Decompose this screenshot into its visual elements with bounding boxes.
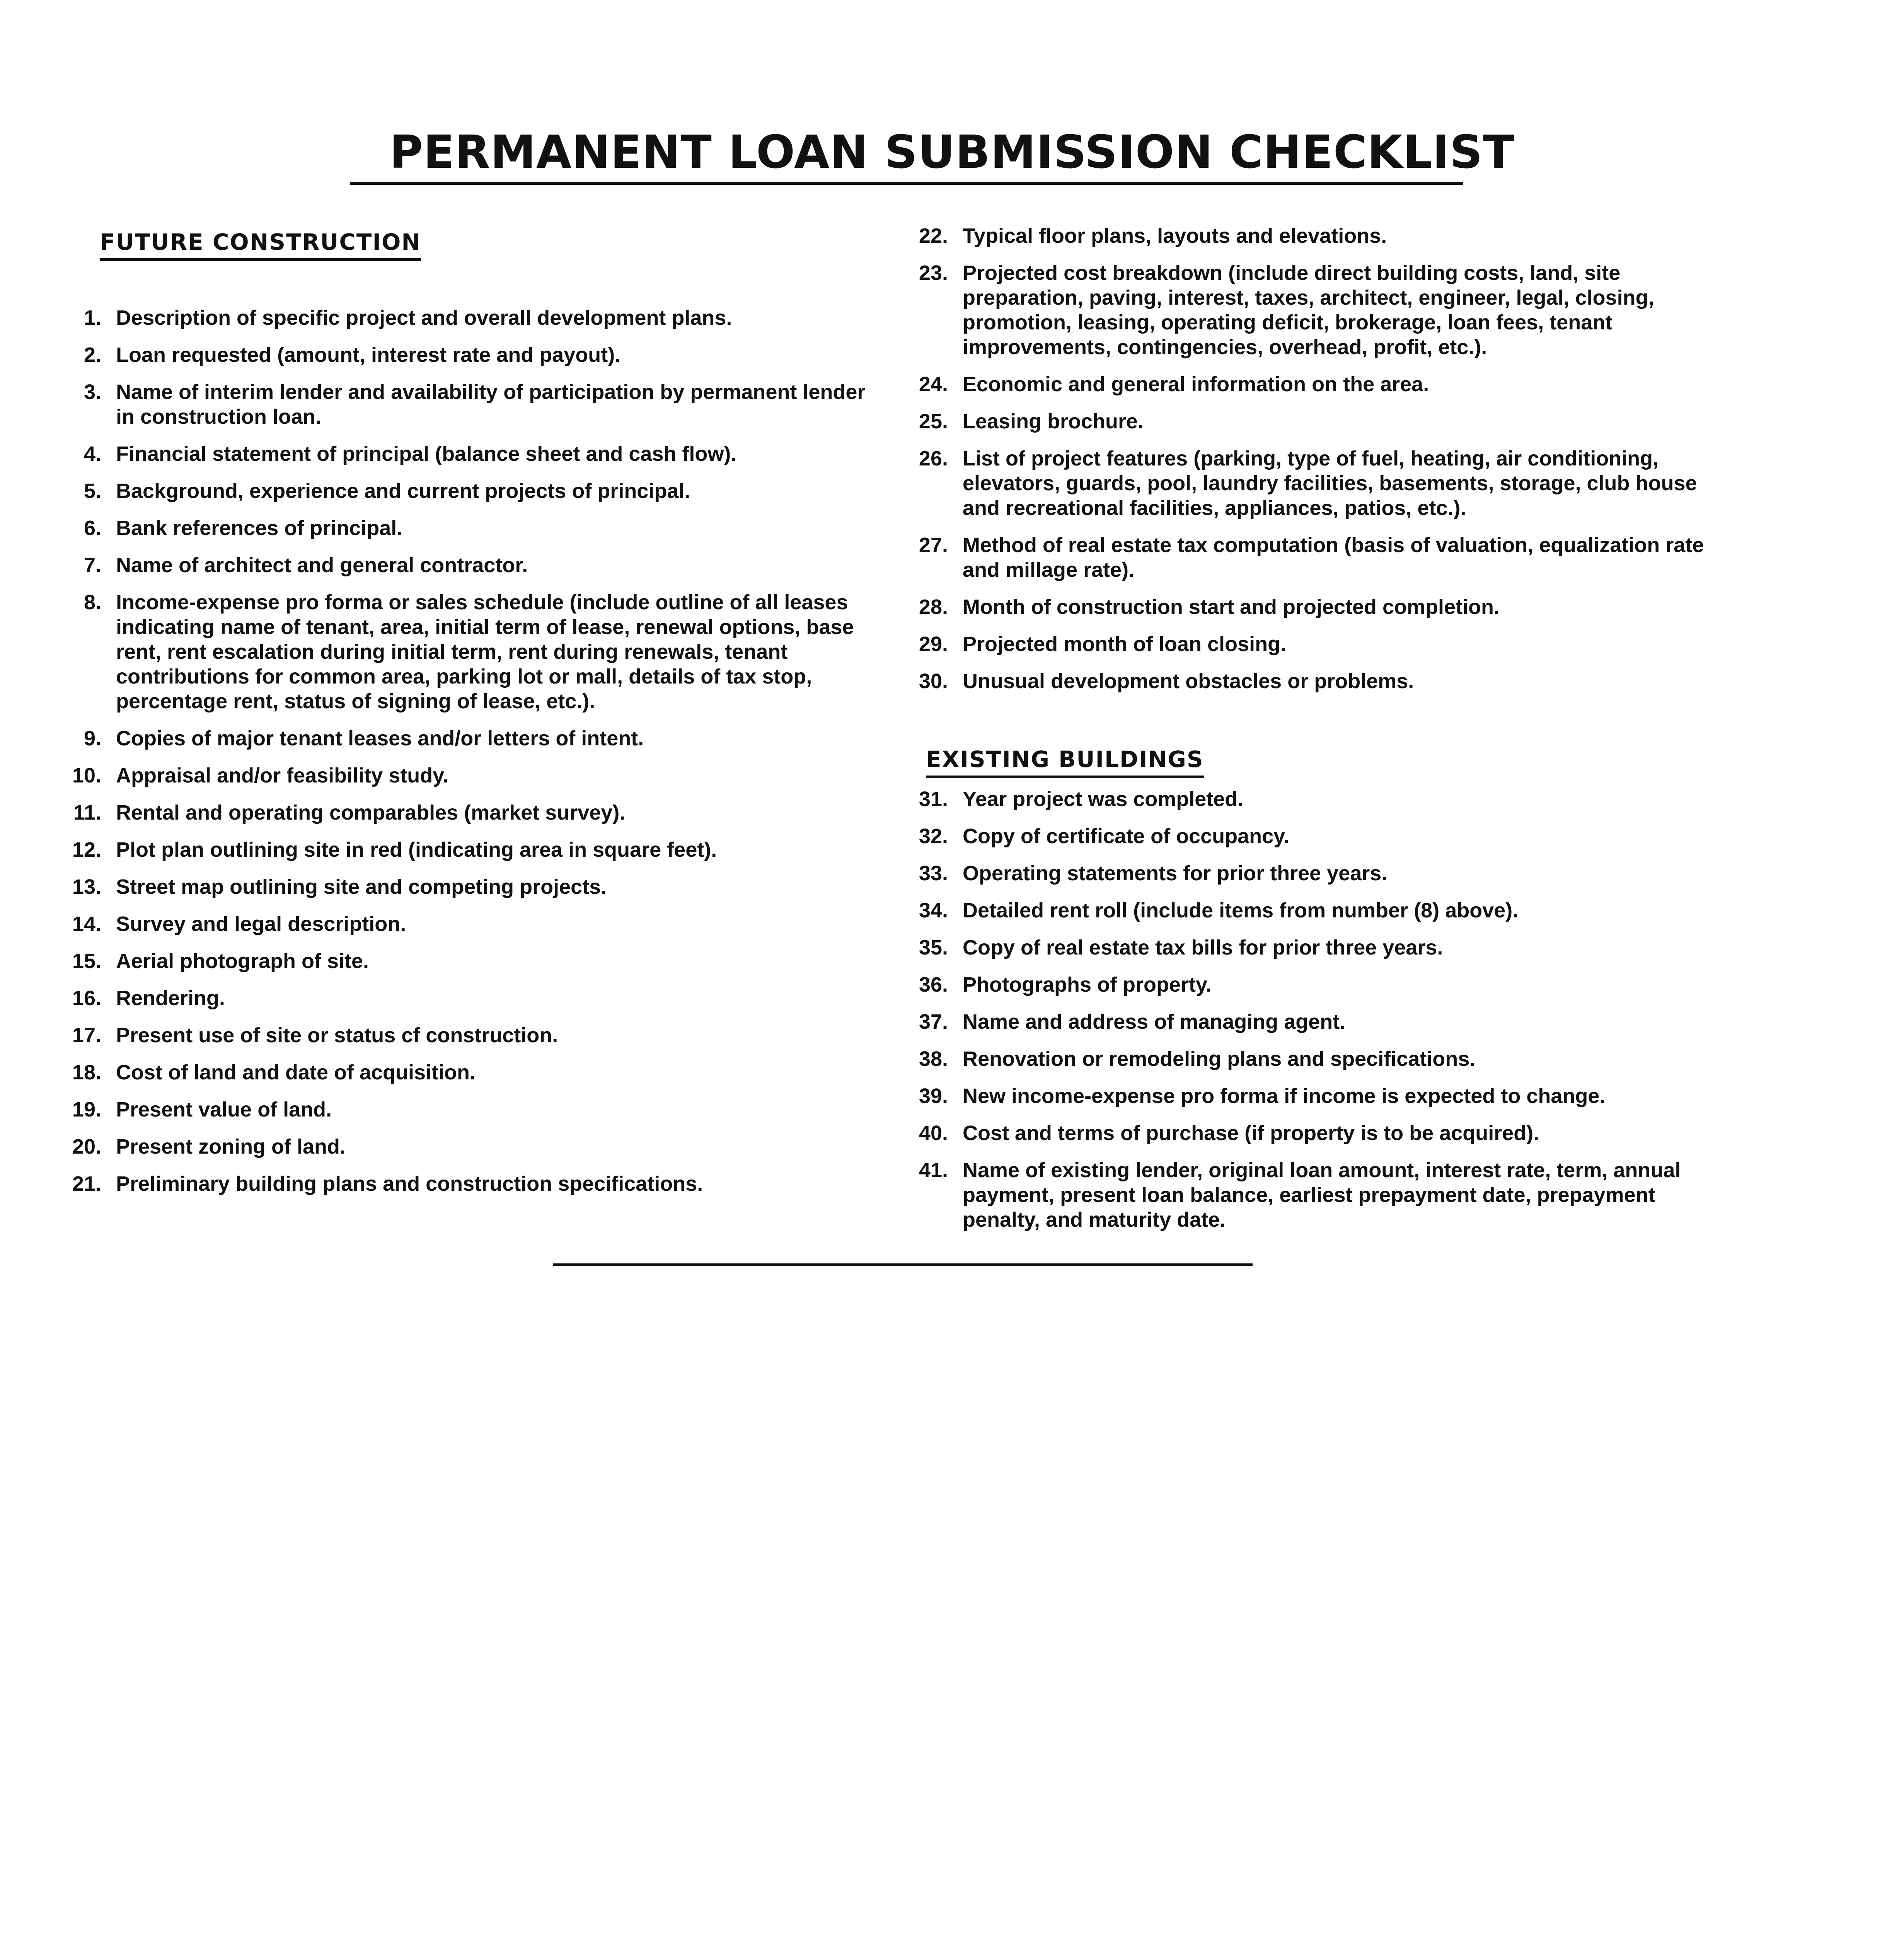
checklist-item-text: Bank references of principal. (116, 516, 403, 540)
checklist-item-number: 31. (919, 788, 948, 811)
checklist-item-text: Typical floor plans, layouts and elevations. (963, 224, 1387, 247)
checklist-item (912, 446, 1728, 520)
checklist-item-number: 32. (919, 825, 948, 848)
checklist-item-text: Copies of major tenant leases and/or letters of intent. (116, 727, 644, 750)
checklist-item-number: 1. (84, 306, 101, 329)
checklist-column-right (912, 223, 1728, 706)
checklist-item-number: 40. (919, 1122, 948, 1145)
checklist-item (66, 1171, 870, 1196)
checklist-item-number: 26. (919, 447, 948, 470)
checklist-item-text: Projected month of loan closing. (963, 632, 1287, 656)
checklist-item-number: 24. (919, 373, 948, 396)
checklist-item (912, 533, 1728, 582)
checklist-column-left (66, 305, 870, 1209)
checklist-item-text: Name of existing lender, original loan amount, interest rate, term, annual payment, present loan balance, earliest prepayment date, prepayment penalty, and maturity date. (963, 1159, 1681, 1231)
checklist-item (912, 787, 1728, 811)
checklist-item-text: Projected cost breakdown (include direct building costs, land, site preparation, paving, interest, taxes, architect, engineer, legal, closing, promotion, leasing, operating deficit, brokerage, loan fees, tenant improvements, contingencies, overhead, profit, etc.). (963, 261, 1654, 359)
checklist-item-number: 3. (84, 380, 101, 404)
checklist-item-number: 16. (72, 987, 101, 1010)
checklist-item-number: 6. (84, 516, 101, 540)
checklist-item (66, 343, 870, 367)
checklist-item-text: List of project features (parking, type of fuel, heating, air conditioning, elevators, guards, pool, laundry facilities, basements, storage, club house and recreational facilities, appliances, patios, etc.). (963, 447, 1697, 520)
checklist-item (66, 912, 870, 936)
checklist-item-text: Background, experience and current projects of principal. (116, 479, 690, 503)
checklist-item-text: Copy of certificate of occupancy. (963, 825, 1290, 848)
checklist-item-number: 5. (84, 479, 101, 503)
checklist-item (912, 1084, 1728, 1108)
checklist-item (912, 409, 1728, 434)
checklist-item (66, 874, 870, 899)
checklist-item-text: Economic and general information on the area. (963, 373, 1429, 396)
checklist-item-text: Renovation or remodeling plans and specifications. (963, 1047, 1476, 1070)
checklist-item-text: Copy of real estate tax bills for prior three years. (963, 936, 1443, 959)
checklist-item (912, 1158, 1728, 1232)
checklist-item (912, 261, 1728, 360)
checklist-item-text: Street map outlining site and competing projects. (116, 875, 607, 898)
checklist-item-number: 21. (72, 1172, 101, 1195)
checklist-item-text: Plot plan outlining site in red (indicating area in square feet). (116, 838, 717, 861)
checklist-item-text: Month of construction start and projected completion. (963, 595, 1500, 619)
checklist-item-text: Method of real estate tax computation (basis of valuation, equalization rate and millage rate). (963, 534, 1704, 581)
checklist-item-text: Cost of land and date of acquisition. (116, 1061, 476, 1084)
checklist-item-number: 33. (919, 862, 948, 885)
checklist-item-number: 13. (72, 875, 101, 898)
checklist-item-number: 28. (919, 595, 948, 619)
checklist-item (912, 935, 1728, 960)
checklist-item-number: 35. (919, 936, 948, 959)
checklist-item (912, 972, 1728, 997)
checklist-item-text: Operating statements for prior three years. (963, 862, 1388, 885)
checklist-item (912, 372, 1728, 397)
checklist-item (66, 800, 870, 825)
checklist-item (66, 986, 870, 1011)
checklist-item-number: 17. (72, 1024, 101, 1047)
checklist-item-text: Aerial photograph of site. (116, 949, 369, 973)
title-underline (350, 182, 1463, 185)
checklist-item-number: 10. (72, 764, 101, 787)
checklist-item-text: Rendering. (116, 987, 225, 1010)
checklist-item-text: Appraisal and/or feasibility study. (116, 764, 449, 787)
checklist-column-existing (912, 787, 1728, 1244)
checklist-item-text: Financial statement of principal (balance sheet and cash flow). (116, 442, 737, 465)
checklist-item-number: 30. (919, 670, 948, 693)
checklist-item (912, 824, 1728, 849)
checklist-item-number: 22. (919, 224, 948, 247)
checklist-item-number: 7. (84, 554, 101, 577)
checklist-item-text: Description of specific project and overall development plans. (116, 306, 732, 329)
checklist-item-text: Year project was completed. (963, 788, 1244, 811)
checklist-item-number: 18. (72, 1061, 101, 1084)
checklist-item-number: 36. (919, 973, 948, 996)
checklist-item-number: 11. (73, 801, 101, 824)
checklist-item (912, 898, 1728, 923)
checklist-item (66, 763, 870, 788)
checklist-item-number: 15. (72, 949, 101, 973)
checklist-item-text: Leasing brochure. (963, 410, 1144, 433)
checklist-item-text: Rental and operating comparables (market survey). (116, 801, 626, 824)
checklist-item (66, 590, 870, 714)
checklist-item-number: 38. (919, 1047, 948, 1070)
checklist-item-text: Survey and legal description. (116, 912, 406, 936)
checklist-item-number: 19. (72, 1098, 101, 1121)
checklist-item-text: Photographs of property. (963, 973, 1212, 996)
checklist-item (66, 305, 870, 330)
checklist-item-text: Name of architect and general contractor. (116, 554, 528, 577)
checklist-item-number: 9. (84, 727, 101, 750)
checklist-item-number: 34. (919, 899, 948, 922)
checklist-item-number: 27. (919, 534, 948, 557)
checklist-item-text: Loan requested (amount, interest rate and payout). (116, 343, 621, 366)
checklist-item-number: 20. (72, 1135, 101, 1158)
checklist-item (66, 479, 870, 503)
checklist-item-number: 4. (84, 442, 101, 465)
checklist-item (66, 1097, 870, 1122)
checklist-item-number: 37. (919, 1010, 948, 1033)
checklist-item-text: New income-expense pro forma if income is expected to change. (963, 1084, 1606, 1108)
bottom-divider (553, 1263, 1253, 1266)
checklist-item (912, 595, 1728, 619)
checklist-item-number: 41. (919, 1159, 948, 1182)
checklist-item (66, 441, 870, 466)
checklist-item (66, 837, 870, 862)
checklist-item-number: 39. (919, 1084, 948, 1108)
checklist-item (912, 669, 1728, 694)
checklist-item-text: Unusual development obstacles or problems. (963, 670, 1414, 693)
checklist-item-text: Income-expense pro forma or sales schedule (include outline of all leases indicating name of tenant, area, initial term of lease, renewal options, base rent, rent escalation during initial term, rent during renewals, tenant contributions for common area, parking lot or mall, details of tax stop, percentage rent, status of signing of lease, etc.). (116, 591, 854, 713)
checklist-item (66, 949, 870, 973)
checklist-item-text: Present value of land. (116, 1098, 332, 1121)
checklist-item (912, 1121, 1728, 1145)
page-title: PERMANENT LOAN SUBMISSION CHECKLIST (389, 125, 1515, 179)
checklist-item-text: Present zoning of land. (116, 1135, 346, 1158)
checklist-item-number: 23. (919, 261, 948, 285)
checklist-item (66, 516, 870, 540)
checklist-item-number: 8. (84, 591, 101, 614)
checklist-item (912, 861, 1728, 886)
checklist-item-text: Cost and terms of purchase (if property is to be acquired). (963, 1122, 1539, 1145)
checklist-item (66, 1023, 870, 1048)
checklist-item (66, 553, 870, 578)
checklist-item (66, 1060, 870, 1085)
checklist-item (66, 380, 870, 429)
checklist-item (912, 223, 1728, 248)
checklist-item-text: Detailed rent roll (include items from number (8) above). (963, 899, 1519, 922)
checklist-item (912, 1009, 1728, 1034)
checklist-item-number: 12. (72, 838, 101, 861)
checklist-item-number: 2. (84, 343, 101, 366)
checklist-item-number: 14. (72, 912, 101, 936)
checklist-item-text: Name and address of managing agent. (963, 1010, 1346, 1033)
checklist-item-number: 29. (919, 632, 948, 656)
checklist-item-text: Preliminary building plans and construction specifications. (116, 1172, 703, 1195)
section-heading-future-construction: FUTURE CONSTRUCTION (100, 228, 421, 261)
checklist-item (66, 726, 870, 751)
checklist-item-text: Present use of site or status cf construction. (116, 1024, 558, 1047)
section-heading-existing-buildings: EXISTING BUILDINGS (926, 745, 1204, 778)
checklist-item (66, 1134, 870, 1159)
checklist-item-text: Name of interim lender and availability of participation by permanent lender in construction loan. (116, 380, 866, 428)
checklist-item-number: 25. (919, 410, 948, 433)
checklist-item (912, 632, 1728, 656)
checklist-item (912, 1047, 1728, 1071)
